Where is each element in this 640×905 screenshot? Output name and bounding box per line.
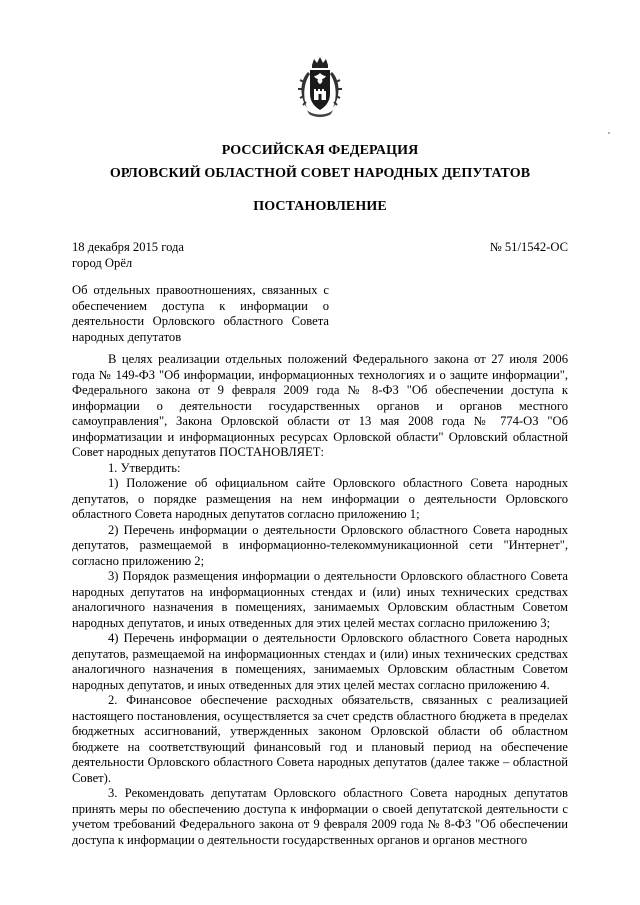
document-type-title: ПОСТАНОВЛЕНИЕ: [253, 199, 387, 214]
header-council: ОРЛОВСКИЙ ОБЛАСТНОЙ СОВЕТ НАРОДНЫХ ДЕПУТАТОВ: [109, 166, 531, 181]
body-paragraph-item-1: 1. Утвердить:: [108, 460, 181, 475]
body-paragraph-item-2: 2. Финансовое обеспечение расходных обязательств, связанных с реализацией настоящего постановления, осуществляется за счет средств областного бюджета в пределах бюджетных ассигнований, утвержденных законом Орловской области об областном бюджете на соответствующий финансовый год и плановый период на обеспечение деятельности Орловского областного Совета народных депутатов (далее также – областной Совет).: [72, 693, 568, 785]
document-subject: Об отдельных правоотношениях, связанных с обеспечением доступа к информации о деятельности Орловского областного Совета народных депутатов: [72, 283, 329, 344]
header-country: РОССИЙСКАЯ ФЕДЕРАЦИЯ: [221, 143, 419, 158]
body-paragraph-item-1-3: 3) Порядок размещения информации о деятельности Орловского областного Совета народных депутатов на информационных стендах и (или) иных технических средствах аналогичного назначения в помещениях, занимаемых Орловским областным Советом народных депутатов, и иных отведенных для этих целей местах согласно приложению 3;: [72, 569, 568, 630]
meta-left-block: [72, 240, 332, 271]
document-number: № 51/1542-ОС: [489, 240, 568, 254]
body-paragraph-item-1-2: 2) Перечень информации о деятельности Орловского областного Совета народных депутатов, размещаемой в информационно-телекоммуникационной сети "Интернет", согласно приложению 2;: [72, 522, 568, 568]
document-date: 18 декабря 2015 года: [72, 240, 185, 254]
body-paragraph-item-1-4: 4) Перечень информации о деятельности Орловского областного Совета народных депутатов, размещаемой на информационных стендах и (или) иных технических средствах аналогичного назначения в помещениях, занимаемых Орловским областным Советом народных депутатов, и иных отведенных для этих целей местах согласно приложению 4.: [72, 631, 568, 692]
scan-speck: [608, 132, 610, 134]
document-city: город Орёл: [72, 255, 133, 270]
document-body: [72, 352, 568, 848]
body-paragraph-item-3: 3. Рекомендовать депутатам Орловского областного Совета народных депутатов принять меры по обеспечению доступа к информации о своей депутатской деятельности с учетом требований Федерального закона от 9 февраля 2009 года № 8-ФЗ "Об обеспечении доступа к информации о деятельности государственных органов и органов местного: [72, 786, 568, 847]
body-paragraph-item-1-1: 1) Положение об официальном сайте Орловского областного Совета народных депутатов, о порядке размещения на нем информации о деятельности Орловского областного Совета народных депутатов согласно приложению 1;: [72, 476, 568, 521]
coat-of-arms-emblem: [295, 56, 345, 120]
body-paragraph-preamble: В целях реализации отдельных положений Федерального закона от 27 июля 2006 года № 149-ФЗ "Об информации, информационных технологиях и о защите информации", Федерального закона от 9 февраля 2009 года № 8-ФЗ "Об обеспечении доступа к информации о деятельности государственных органов и органов местного самоуправления", Закона Орловской области от 13 мая 2008 года № 774-ОЗ "Об информатизации и информационных ресурсах Орловской области" Орловский областной Совет народных депутатов ПОСТАНОВЛЯЕТ:: [72, 352, 568, 459]
